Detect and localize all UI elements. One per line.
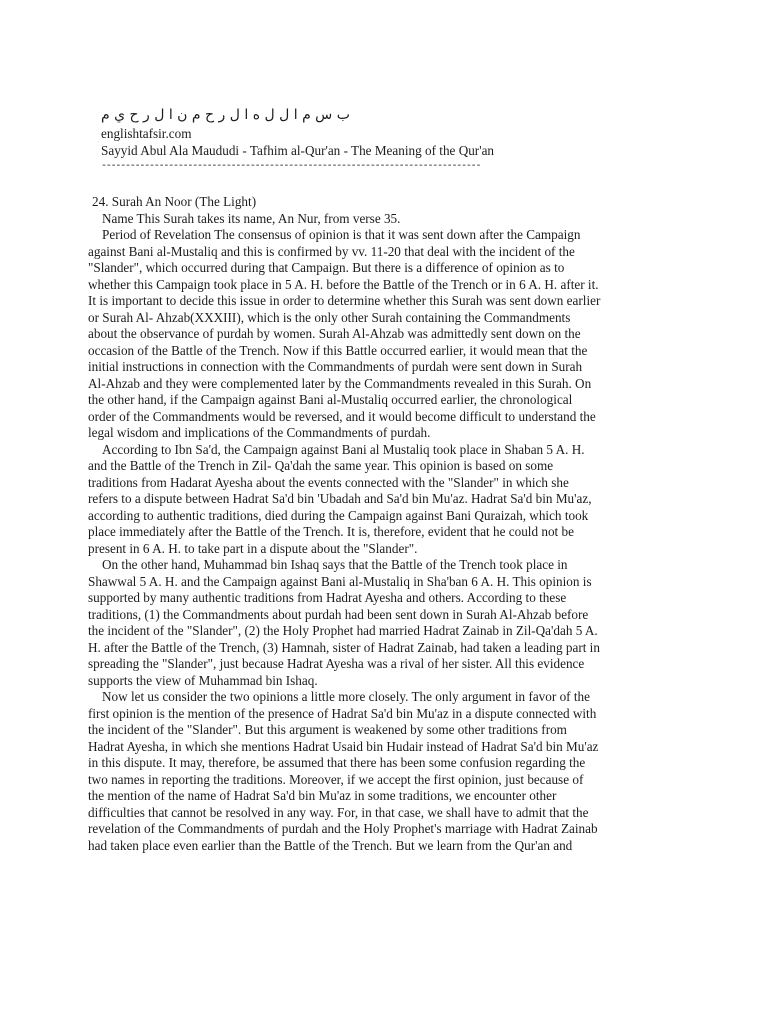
text-line: H. after the Battle of the Trench, (3) Hamnah, sister of Hadrat Zainab, had taken a leading part in <box>88 639 600 655</box>
text-line: according to authentic traditions, died during the Campaign against Bani Quraizah, which took <box>88 507 589 523</box>
text-line: "Slander", which occurred during that Campaign. But there is a difference of opinion as to <box>88 260 565 275</box>
author-title: Sayyid Abul Ala Maududi - Tafhim al-Qur'an - The Meaning of the Qur'an <box>101 142 495 158</box>
text-line: traditions from Hadarat Ayesha about the events connected with the "Slander" in which she <box>88 474 569 490</box>
divider-line: ------------------------------------------------------------------------------- <box>101 161 481 172</box>
text-line: two names in reporting the traditions. Moreover, if we accept the first opinion, just because of <box>88 771 584 787</box>
text-line: According to Ibn Sa'd, the Campaign against Bani al Mustaliq took place in Shaban 5 A. H. <box>102 441 585 457</box>
text-line: Al-Ahzab and they were complemented later by the Commandments revealed in this Surah. On <box>88 375 592 391</box>
text-line: Hadrat Ayesha, in which she mentions Hadrat Usaid bin Hudair instead of Hadrat Sa'd bin Mu'az <box>88 738 599 754</box>
bismillah-heading: ب س م ا ل ل ه ا ل ر ح م ن ا ل ر ح ي م <box>101 107 350 123</box>
text-line: It is important to decide this issue in order to determine whether this Surah was sent down earlier <box>88 293 601 308</box>
text-line: refers to a dispute between Hadrat Sa'd bin 'Ubadah and Sa'd bin Mu'az. Hadrat Sa'd bin Mu'az, <box>88 491 592 506</box>
text-line: the other hand, if the Campaign against Bani al-Mustaliq occurred earlier, the chronological <box>88 392 573 407</box>
text-line: the incident of the "Slander". But this argument is weakened by some other traditions from <box>88 722 567 737</box>
text-line: against Bani al-Mustaliq and this is confirmed by vv. 11-20 that deal with the incident of the <box>88 243 575 259</box>
text-line: or Surah Al- Ahzab(XXXIII), which is the only other Surah containing the Commandments <box>88 309 571 325</box>
text-line: Name This Surah takes its name, An Nur, from verse 35. <box>102 210 401 226</box>
text-line: Period of Revelation The consensus of opinion is that it was sent down after the Campaign <box>102 227 581 242</box>
text-line: difficulties that cannot be resolved in any way. For, in that case, we shall have to admit that the <box>88 804 589 820</box>
text-line: and the Battle of the Trench in Zil- Qa'dah the same year. This opinion is based on some <box>88 458 554 473</box>
text-line: whether this Campaign took place in 5 A. H. before the Battle of the Trench or in 6 A. H. after it. <box>88 276 599 292</box>
text-line: had taken place even earlier than the Battle of the Trench. But we learn from the Qur'an and <box>88 837 573 853</box>
text-line: in this dispute. It may, therefore, be assumed that there has been some confusion regarding the <box>88 755 586 770</box>
text-line: about the observance of purdah by women. Surah Al-Ahzab was admittedly sent down on the <box>88 326 581 341</box>
paragraph <box>88 689 674 854</box>
text-line: revelation of the Commandments of purdah and the Holy Prophet's marriage with Hadrat Zainab <box>88 821 598 836</box>
text-line: supports the view of Muhammad bin Ishaq. <box>88 672 318 688</box>
text-line: Shawwal 5 A. H. and the Campaign against Bani al-Mustaliq in Sha'ban 6 A. H. This opinion is <box>88 573 592 589</box>
text-line: traditions, (1) the Commandments about purdah had been sent down in Surah Al-Ahzab before <box>88 606 589 622</box>
document-header <box>101 104 701 175</box>
text-line: place immediately after the Battle of the Trench. It is, therefore, evident that he could not be <box>88 524 574 539</box>
text-line: the mention of the name of Hadrat Sa'd bin Mu'az in some traditions, we encounter other <box>88 788 557 803</box>
site-name: englishtafsir.com <box>101 126 192 141</box>
paragraph-list <box>88 211 674 855</box>
text-line: first opinion is the mention of the presence of Hadrat Sa'd bin Mu'az in a dispute connected with <box>88 705 597 721</box>
paragraph <box>88 557 674 689</box>
document-body <box>88 194 674 854</box>
paragraph <box>88 227 674 442</box>
surah-title: 24. Surah An Noor (The Light) <box>92 194 257 209</box>
text-line: supported by many authentic traditions from Hadrat Ayesha and others. According to these <box>88 590 567 605</box>
text-line: legal wisdom and implications of the Commandments of purdah. <box>88 425 431 440</box>
text-line: the incident of the "Slander", (2) the Holy Prophet had married Hadrat Zainab in Zil-Qa'dah 5 A. <box>88 623 598 638</box>
paragraph <box>88 442 674 558</box>
text-line: On the other hand, Muhammad bin Ishaq says that the Battle of the Trench took place in <box>102 557 568 572</box>
paragraph <box>88 211 674 228</box>
text-line: spreading the "Slander", just because Hadrat Ayesha was a rival of her sister. All this evidence <box>88 656 585 671</box>
text-line: Now let us consider the two opinions a little more closely. The only argument in favor of the <box>102 689 590 704</box>
text-line: order of the Commandments would be reversed, and it would become difficult to understand the <box>88 408 596 424</box>
text-line: occasion of the Battle of the Trench. Now if this Battle occurred earlier, it would mean that the <box>88 342 588 358</box>
text-line: initial instructions in connection with the Commandments of purdah were sent down in Surah <box>88 359 583 374</box>
text-line: present in 6 A. H. to take part in a dispute about the "Slander". <box>88 540 418 556</box>
